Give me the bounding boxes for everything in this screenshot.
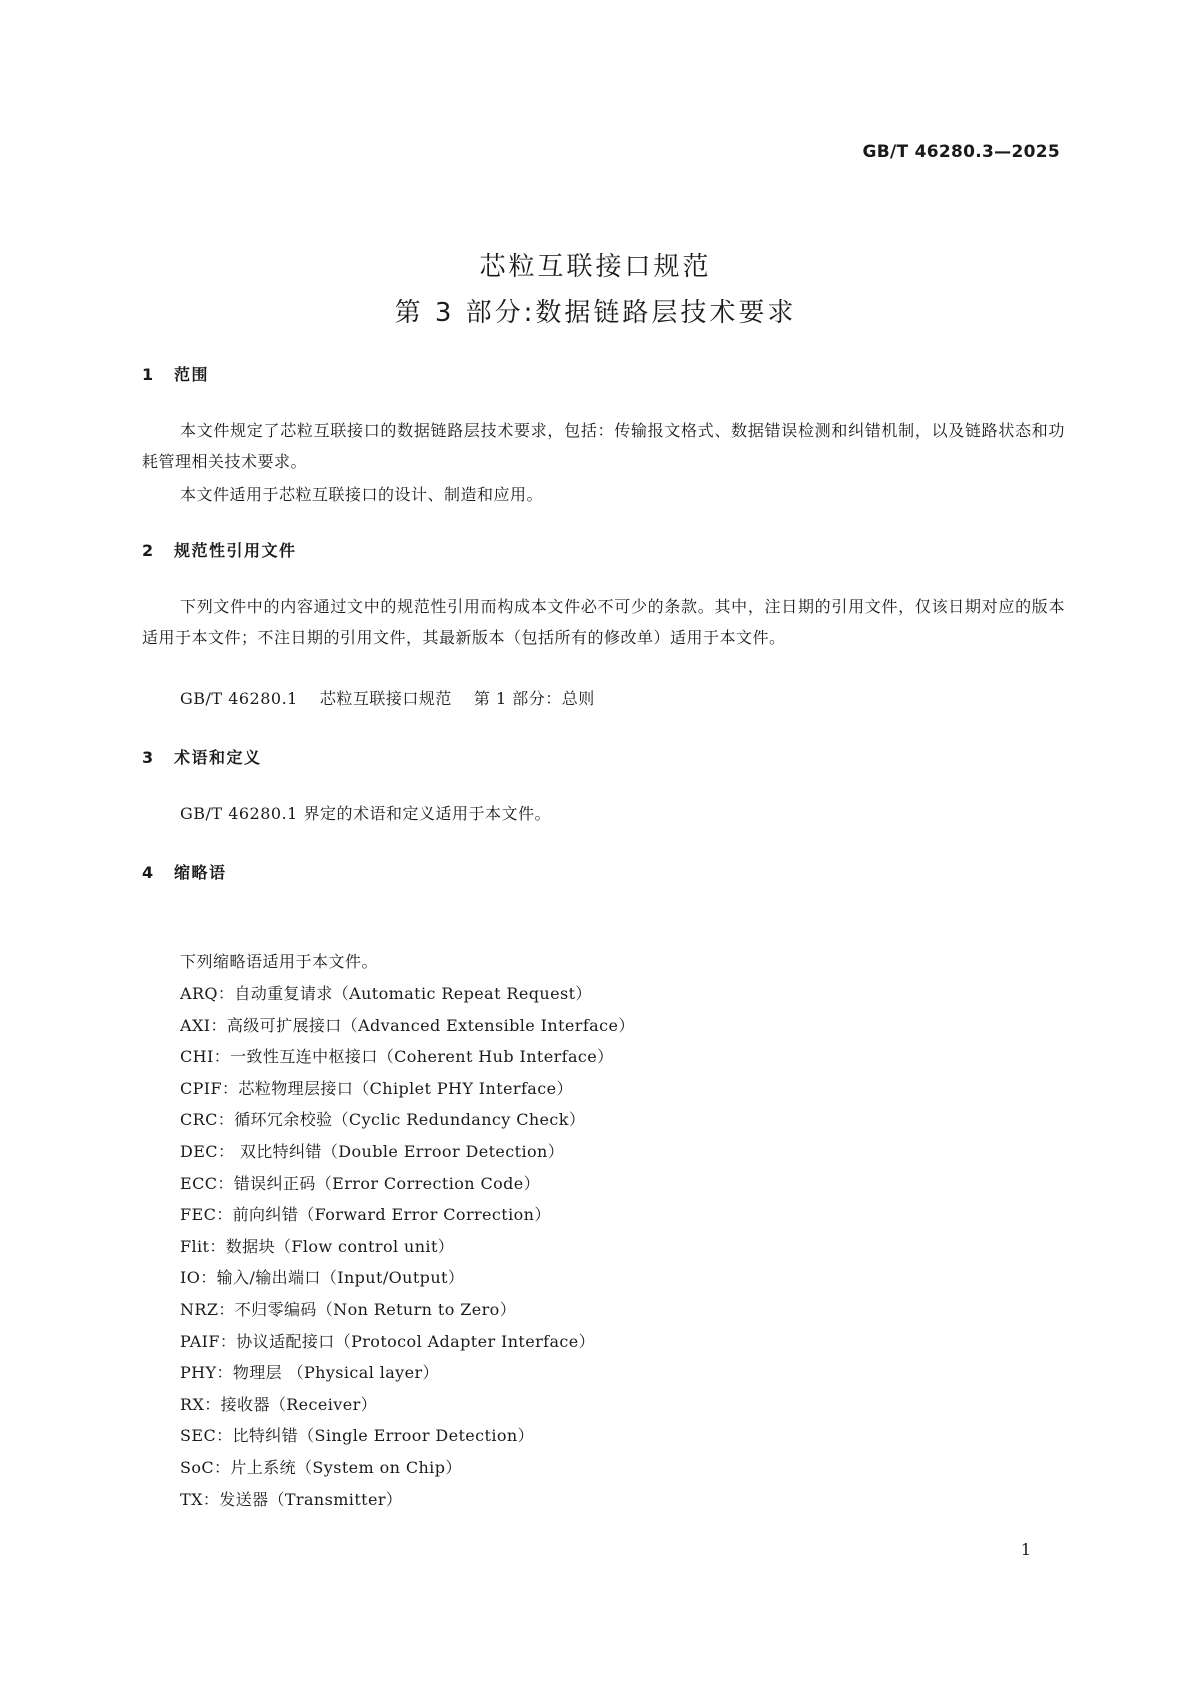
section-number: 2 — [142, 541, 155, 560]
abbreviation-item: CRC：循环冗余校验（Cyclic Redundancy Check） — [180, 1110, 586, 1130]
abbreviation-item: CHI：一致性互连中枢接口（Coherent Hub Interface） — [180, 1047, 614, 1067]
section-3-paragraph-1: GB/T 46280.1 界定的术语和定义适用于本文件。 — [180, 804, 551, 823]
section-title: 术语和定义 — [174, 748, 262, 767]
section-1-paragraph-1: 本文件规定了芯粒互联接口的数据链路层技术要求，包括：传输报文格式、数据错误检测和纠错机制，以及链路状态和功耗管理相关技术要求。 — [142, 421, 1065, 471]
abbreviation-item: PAIF：协议适配接口（Protocol Adapter Interface） — [180, 1331, 596, 1351]
reference-title: 芯粒互联接口规范 — [319, 689, 452, 708]
reference-part: 第 1 部分：总则 — [473, 689, 595, 708]
abbreviation-item: FEC：前向纠错（Forward Error Correction） — [180, 1205, 551, 1225]
normative-reference — [180, 686, 595, 709]
abbreviation-item: SEC：比特纠错（Single Erroor Detection） — [180, 1426, 534, 1446]
page-number: 1 — [1020, 1540, 1031, 1559]
title-line-2: 第 3 部分:数据链路层技术要求 — [394, 298, 797, 328]
section-title: 缩略语 — [174, 863, 227, 882]
abbreviation-item: ECC：错误纠正码（Error Correction Code） — [180, 1173, 541, 1193]
abbreviation-list — [180, 978, 635, 1515]
document-title — [0, 244, 1191, 336]
section-1-heading — [142, 362, 209, 385]
section-4-heading — [142, 860, 227, 883]
abbreviation-item: AXI：高级可扩展接口（Advanced Extensible Interface） — [180, 1015, 635, 1035]
section-3-heading — [142, 745, 262, 768]
section-title: 范围 — [174, 365, 210, 384]
section-2-heading — [142, 538, 297, 561]
abbreviation-item: SoC：片上系统（System on Chip） — [180, 1457, 462, 1477]
abbreviation-item: ARQ：自动重复请求（Automatic Repeat Request） — [180, 984, 592, 1003]
section-number: 4 — [142, 863, 155, 882]
abbreviation-item: NRZ：不归零编码（Non Return to Zero） — [180, 1299, 517, 1319]
section-2-paragraph-1: 下列文件中的内容通过文中的规范性引用而构成本文件必不可少的条款。其中，注日期的引用文件，仅该日期对应的版本适用于本文件；不注日期的引用文件，其最新版本（包括所有的修改单）适用于本文件。 — [142, 597, 1065, 647]
reference-code: GB/T 46280.1 — [180, 689, 298, 708]
section-number: 1 — [142, 365, 155, 384]
abbreviation-item: DEC： 双比特纠错（Double Erroor Detection） — [180, 1141, 565, 1161]
abbreviation-item: PHY：物理层 （Physical layer） — [180, 1363, 439, 1383]
standard-number: GB/T 46280.3—2025 — [862, 142, 1060, 162]
abbreviation-item: Flit：数据块（Flow control unit） — [180, 1236, 455, 1256]
title-line-1: 芯粒互联接口规范 — [479, 252, 712, 282]
abbreviation-item: RX：接收器（Receiver） — [180, 1394, 378, 1414]
abbreviation-item: TX：发送器（Transmitter） — [180, 1489, 403, 1509]
abbreviation-item: CPIF：芯粒物理层接口（Chiplet PHY Interface） — [180, 1078, 573, 1098]
section-title: 规范性引用文件 — [174, 541, 297, 560]
abbreviation-item: IO：输入/输出端口（Input/Output） — [180, 1268, 465, 1288]
section-1-paragraph-2: 本文件适用于芯粒互联接口的设计、制造和应用。 — [180, 485, 544, 504]
section-4-paragraph-1: 下列缩略语适用于本文件。 — [180, 952, 379, 971]
section-number: 3 — [142, 748, 155, 767]
